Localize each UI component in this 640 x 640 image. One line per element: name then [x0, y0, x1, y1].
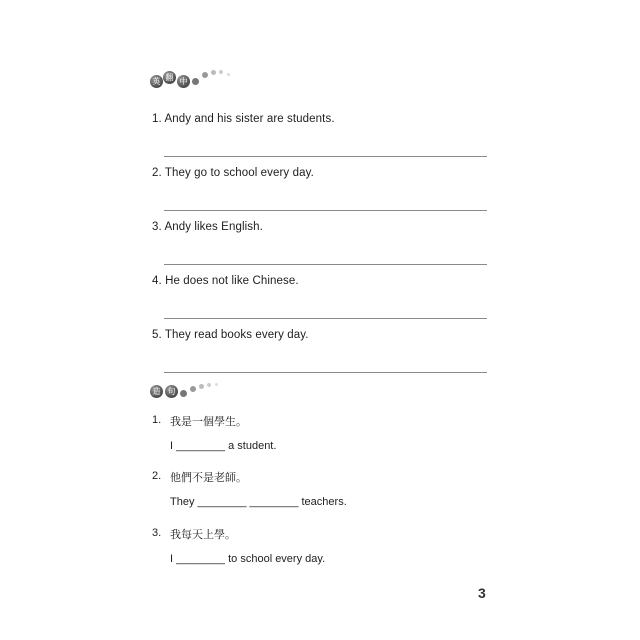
header-ball: 造	[150, 385, 163, 398]
fill-blank-sentence[interactable]: I ________ a student.	[170, 440, 277, 452]
header-dot	[219, 70, 223, 74]
answer-line[interactable]	[164, 210, 487, 211]
header-dot	[190, 386, 196, 392]
answer-line[interactable]	[164, 264, 487, 265]
header-dot	[202, 72, 208, 78]
header-dot	[199, 384, 204, 389]
question-text: 5. They read books every day.	[152, 329, 309, 341]
header-dot	[227, 73, 230, 76]
chinese-prompt: 他們不是老師。	[170, 471, 247, 484]
header-dot	[192, 78, 199, 85]
fill-blank-sentence[interactable]: I ________ to school every day.	[170, 553, 326, 565]
fill-blank-sentence[interactable]: They ________ ________ teachers.	[170, 496, 347, 508]
section-sentence-header	[150, 380, 230, 404]
header-ball: 英	[150, 75, 163, 88]
header-ball: 中	[177, 75, 190, 88]
chinese-prompt: 我是一個學生。	[170, 415, 247, 428]
section-translation-header	[150, 68, 240, 92]
chinese-prompt: 我每天上學。	[170, 528, 236, 541]
item-number: 3.	[152, 527, 162, 539]
item-number: 1.	[152, 414, 162, 426]
header-dot	[211, 70, 216, 75]
question-text: 4. He does not like Chinese.	[152, 275, 299, 287]
page-number: 3	[478, 585, 486, 601]
question-text: 1. Andy and his sister are students.	[152, 113, 335, 125]
answer-line[interactable]	[164, 318, 487, 319]
answer-line[interactable]	[164, 372, 487, 373]
question-text: 3. Andy likes English.	[152, 221, 263, 233]
question-text: 2. They go to school every day.	[152, 167, 314, 179]
answer-line[interactable]	[164, 156, 487, 157]
header-ball: 句	[165, 385, 178, 398]
header-dot	[180, 390, 187, 397]
header-dot	[215, 383, 218, 386]
item-number: 2.	[152, 470, 162, 482]
header-ball: 翻	[163, 71, 176, 84]
header-dot	[207, 383, 211, 387]
